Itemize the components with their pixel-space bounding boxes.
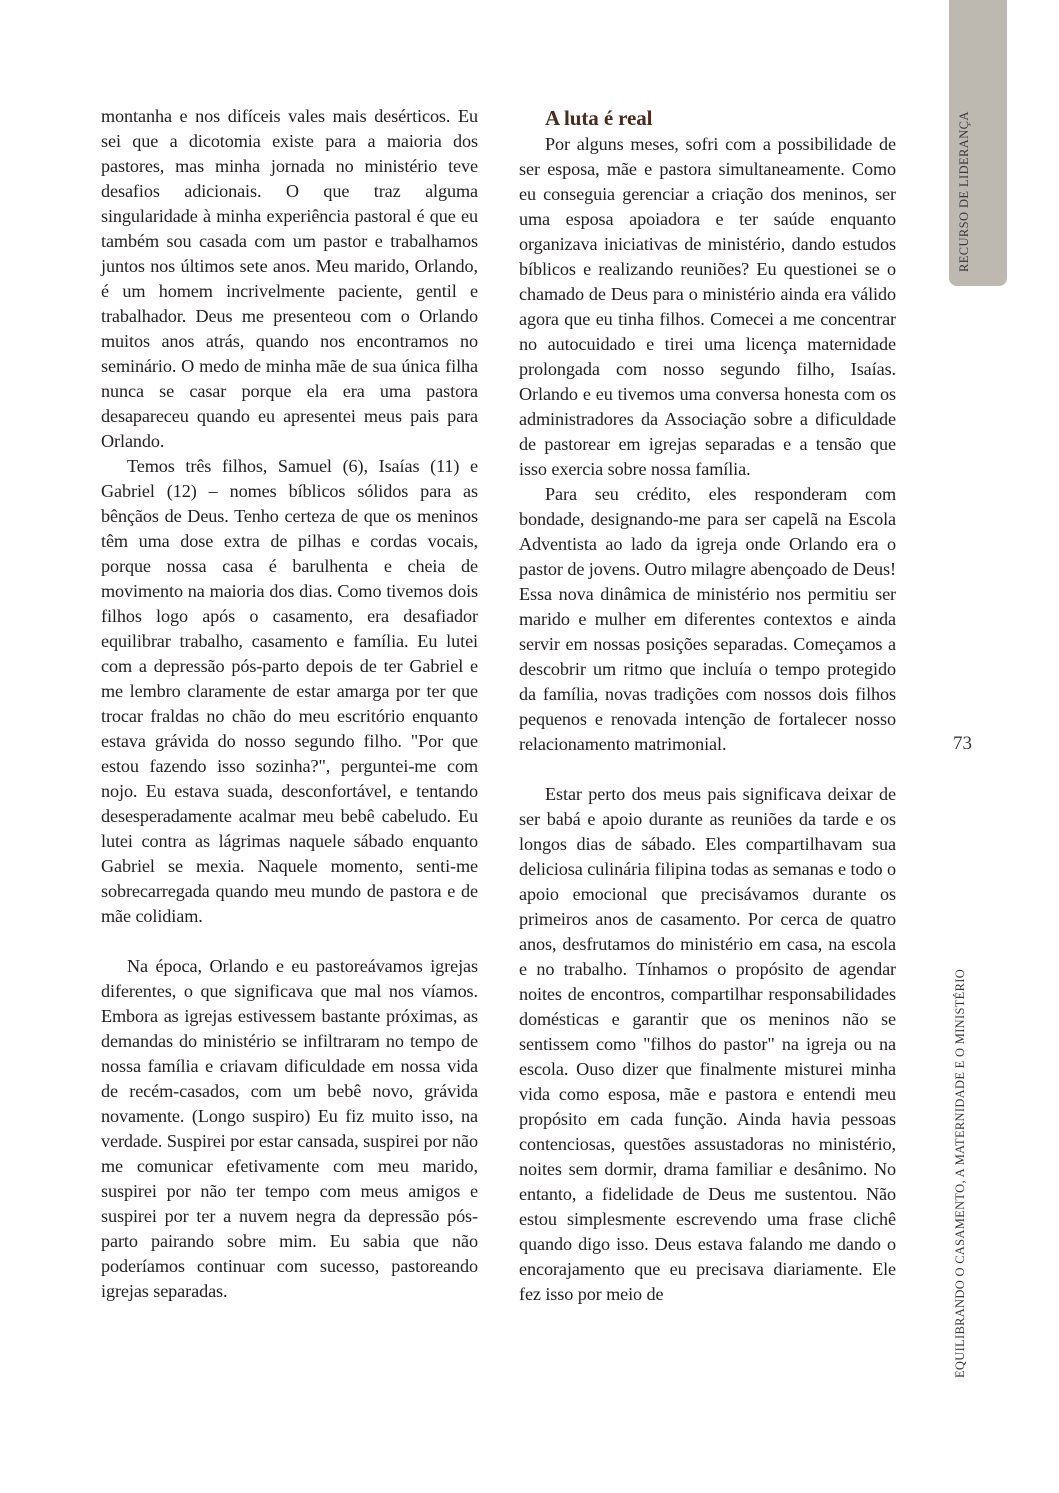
left-text-column — [101, 104, 478, 1304]
body-paragraph: Estar perto dos meus pais significava deixar de ser babá e apoio durante as reuniões da tarde e os longos dias de sábado. Eles compartilhavam sua deliciosa culinária filipina todas as semanas e todo o apoio emocional que precisávamos durante os primeiros anos de casamento. Por cerca de quatro anos, desfrutamos do ministério em casa, na escola e no trabalho. Tínhamos o propósito de agendar noites de encontros, compartilhar responsabilidades domésticas e garantir que os meninos não se sentissem como "filhos do pastor" na igreja ou na escola. Ouso dizer que finalmente misturei minha vida como esposa, mãe e pastora e entendi meu propósito em cada função. Ainda havia pessoas contenciosas, questões assustadoras no ministério, noites sem dormir, drama familiar e desânimo. No entanto, a fidelidade de Deus me sustentou. Não estou simplesmente escrevendo uma frase clichê quando digo isso. Deus estava falando me dando o encorajamento que eu precisava diariamente. Ele fez isso por meio de — [519, 784, 896, 1304]
body-paragraph: Na época, Orlando e eu pastoreávamos igrejas diferentes, o que significava que mal nos víamos. Embora as igrejas estivessem bastante próximas, as demandas do ministério se infiltraram no tempo de nossa família e criavam dificuldade em nossa vida de recém-casados, com um bebê novo, grávida novamente. (Longo suspiro) Eu fiz muito isso, na verdade. Suspirei por estar cansada, suspirei por não me comunicar efetivamente com meu marido, suspirei por não ter tempo com meus amigos e suspirei por ter a nuvem negra da depressão pós-parto pairando sobre mim. Eu sabia que não poderíamos continuar com sucesso, pastoreando igrejas separadas. — [101, 956, 478, 1301]
page-number: 73 — [953, 733, 972, 754]
body-paragraph: montanha e nos difíceis vales mais desérticos. Eu sei que a dicotomia existe para a maioria dos pastores, mas minha jornada no ministério teve desafios adicionais. O que traz alguma singularidade à minha experiência pastoral é que eu também sou casada com um pastor e trabalhamos juntos nos últimos sete anos. Meu marido, Orlando, é um homem incrivelmente paciente, gentil e trabalhador. Deus me presenteou com o Orlando muitos anos atrás, quando nos encontramos no seminário. O medo de minha mãe de sua única filha nunca se casar porque ela era uma pastora desapareceu quando eu apresentei meus pais para Orlando. — [101, 106, 478, 451]
right-text-column — [519, 104, 896, 1307]
body-paragraph: Para seu crédito, eles responderam com bondade, designando-me para ser capelã na Escola Adventista ao lado da igreja onde Orlando era o pastor de jovens. Outro milagre abençoado de Deus! Essa nova dinâmica de ministério nos permitiu ser marido e mulher em diferentes contextos e ainda servir em nossas posições separadas. Começamos a descobrir um ritmo que incluía o tempo protegido da família, novas tradições com nossos dois filhos pequenos e renovada intenção de fortalecer nosso relacionamento matrimonial. — [519, 484, 896, 754]
side-tab-label: RECURSO DE LIDERANÇA — [957, 111, 971, 272]
body-paragraph: Temos três filhos, Samuel (6), Isaías (11) e Gabriel (12) – nomes bíblicos sólidos para as bênçãos de Deus. Tenho certeza de que os meninos têm uma dose extra de pilhas e cordas vocais, porque nossa casa é barulhenta e cheia de movimento na maioria dos dias. Como tivemos dois filhos logo após o casamento, era desafiador equilibrar trabalho, casamento e família. Eu lutei com a depressão pós-parto depois de ter Gabriel e me lembro claramente de estar amarga por ter que trocar fraldas no chão do meu escritório enquanto estava grávida do nosso segundo filho. "Por que estou fazendo isso sozinha?", perguntei-me com nojo. Eu estava suada, desconfortável, e tentando desesperadamente acalmar meu bebê cabeludo. Eu lutei contra as lágrimas naquele sábado enquanto Gabriel se mexia. Naquele momento, senti-me sobrecarregada quando meu mundo de pastora e de mãe colidiam. — [101, 456, 478, 926]
section-heading: A luta é real — [545, 106, 653, 130]
body-paragraph: Por alguns meses, sofri com a possibilidade de ser esposa, mãe e pastora simultaneamente. Como eu conseguia gerenciar a criação dos meninos, ser uma esposa apoiadora e ter saúde enquanto organizava iniciativas de ministério, dando estudos bíblicos e realizando reuniões? Eu questionei se o chamado de Deus para o ministério ainda era válido agora que eu tinha filhos. Comecei a me concentrar no autocuidado e tirei uma licença maternidade prolongada com nosso segundo filho, Isaías. Orlando e eu tivemos uma conversa honesta com os administradores da Associação sobre a dificuldade de pastorear em igrejas separadas e a tensão que isso exercia sobre nossa família. — [519, 134, 896, 479]
section-side-tab — [949, 0, 1007, 286]
running-title: EQUILIBRANDO O CASAMENTO, A MATERNIDADE E O MINISTÉRIO — [953, 968, 967, 1378]
